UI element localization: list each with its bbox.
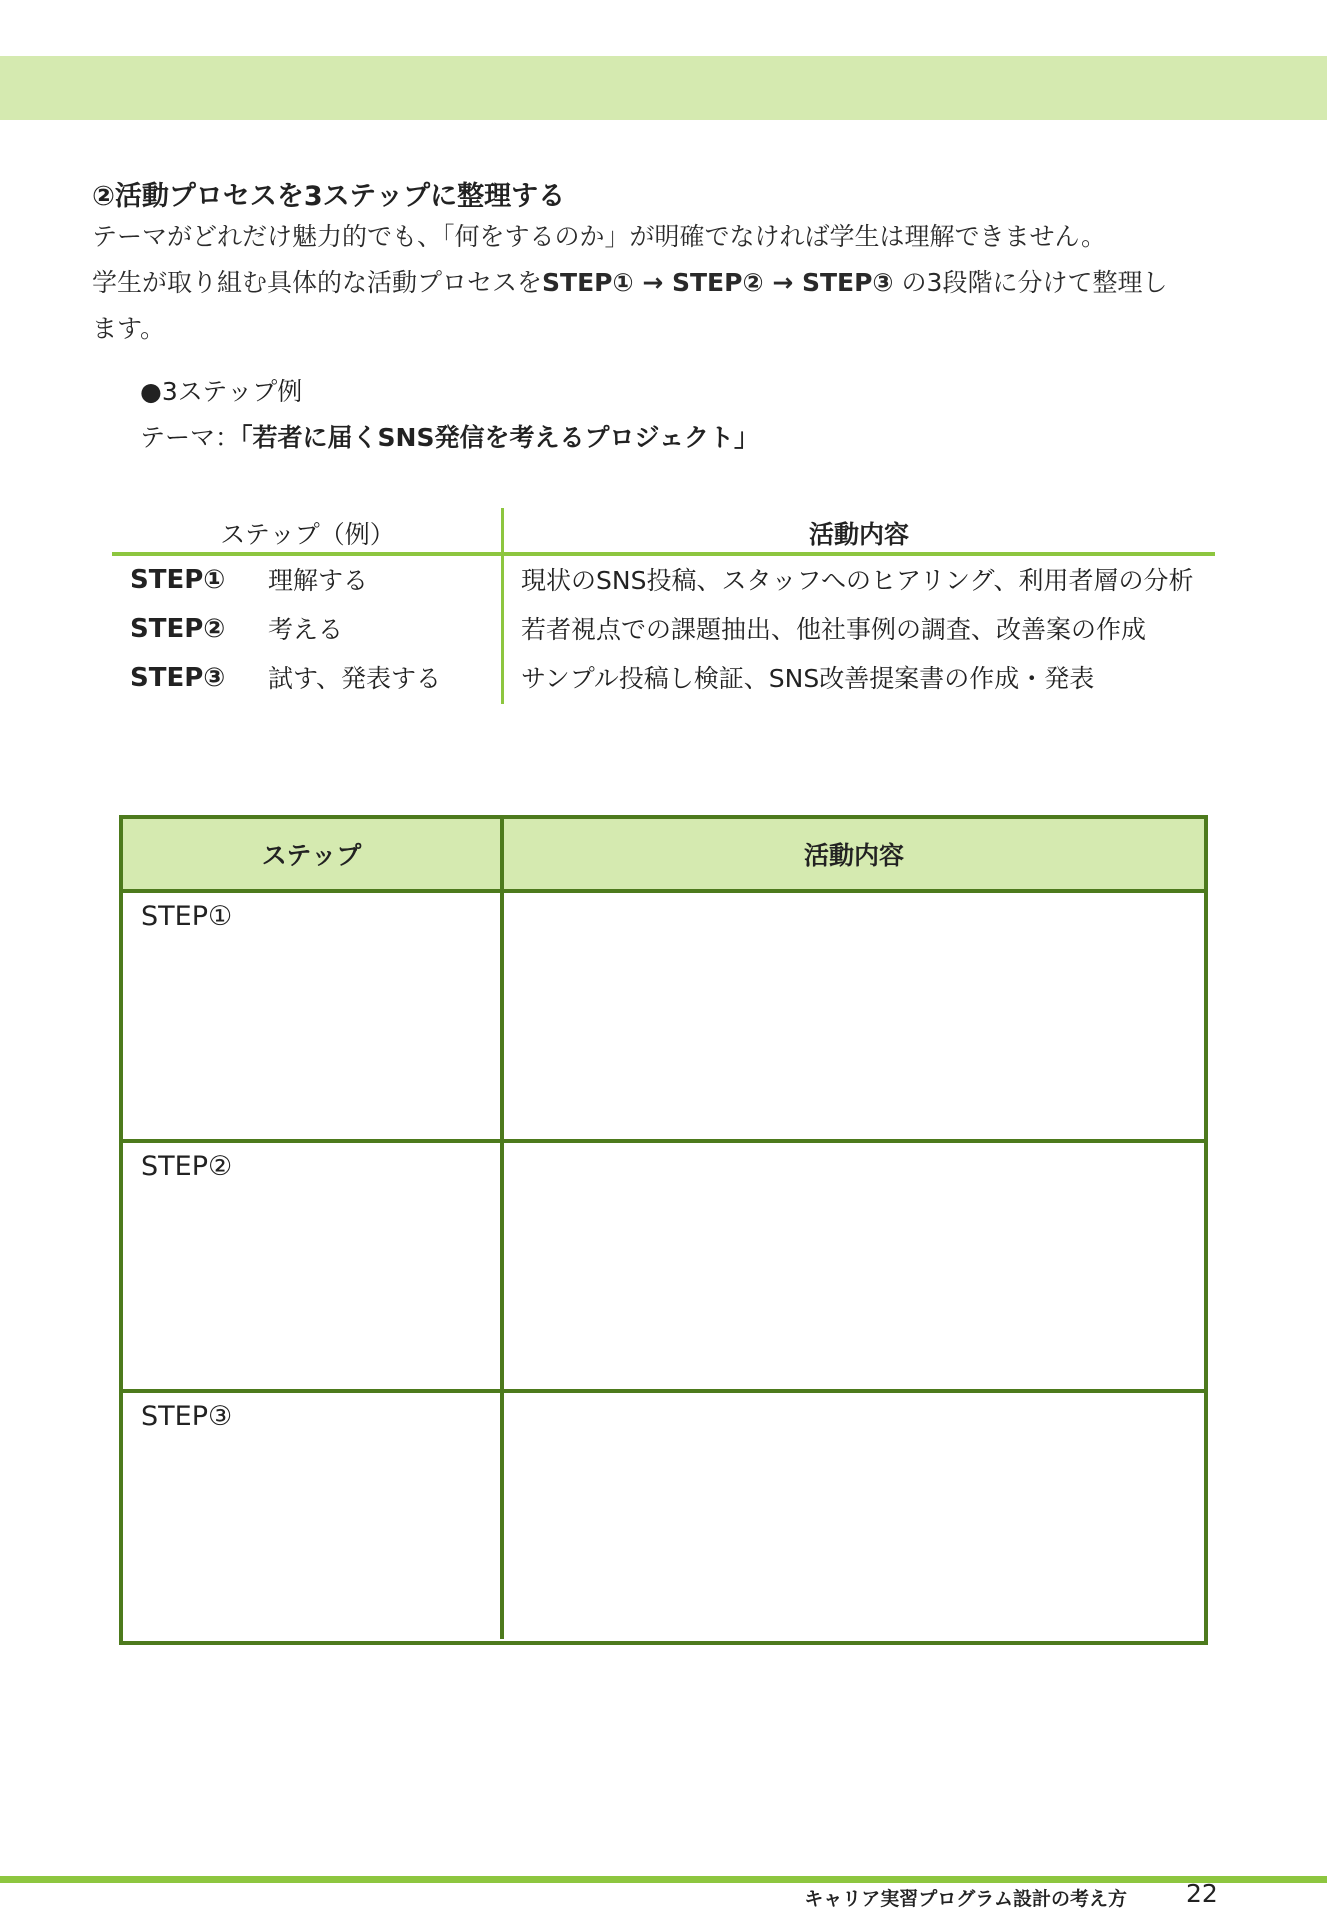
example-title: ●3ステップ例: [140, 377, 303, 406]
example-step: STEP②: [130, 614, 226, 644]
example-table-header: [112, 508, 1215, 556]
example-action: 理解する: [268, 566, 369, 595]
page-number: 22: [1186, 1879, 1218, 1908]
section-heading: ②活動プロセスを3ステップに整理する: [92, 181, 566, 212]
worksheet-content-cell[interactable]: [504, 1393, 1204, 1639]
paragraph-2: [92, 260, 1242, 306]
example-content: 若者視点での課題抽出、他社事例の調査、改善案の作成: [521, 615, 1147, 644]
worksheet-row: [123, 1143, 1204, 1393]
worksheet-header-step: ステップ: [123, 819, 504, 889]
table-row: [112, 605, 1215, 654]
paragraph-1: テーマがどれだけ魅力的でも、「何をするのか」が明確でなければ学生は理解できません。: [92, 222, 1107, 251]
example-table-divider: [501, 508, 504, 704]
worksheet-content-cell[interactable]: [504, 1143, 1204, 1389]
paragraph-2-pre: 学生が取り組む具体的な活動プロセスを: [92, 268, 543, 297]
worksheet-header: [123, 819, 1204, 893]
example-content: 現状のSNS投稿、スタッフへのヒアリング、利用者層の分析: [521, 566, 1194, 595]
worksheet-table: [119, 815, 1208, 1645]
worksheet-row: [123, 893, 1204, 1143]
paragraph-2-steps: STEP① → STEP② → STEP③: [542, 268, 894, 297]
example-header-step: ステップ（例）: [220, 520, 395, 549]
example-step: STEP①: [130, 565, 226, 595]
worksheet-header-content: 活動内容: [803, 841, 904, 870]
footer-title: キャリア実習プログラム設計の考え方: [804, 1888, 1127, 1910]
worksheet-step-label: STEP①: [123, 893, 504, 1139]
worksheet-content-cell[interactable]: [504, 893, 1204, 1139]
theme-value: 「若者に届くSNS発信を考えるプロジェクト」: [240, 423, 759, 452]
example-action: 試す、発表する: [268, 664, 442, 693]
theme-line: [140, 418, 759, 454]
example-content: サンプル投稿し検証、SNS改善提案書の作成・発表: [521, 664, 1095, 693]
header-band: [0, 56, 1327, 120]
paragraph-3: ます。: [92, 314, 166, 343]
example-step: STEP③: [130, 663, 226, 693]
worksheet-step-label: STEP②: [123, 1143, 504, 1389]
example-header-content: 活動内容: [808, 520, 909, 549]
footer-line: [0, 1876, 1327, 1883]
table-row: [112, 654, 1215, 703]
example-table: [112, 508, 1215, 703]
table-row: [112, 556, 1215, 605]
example-action: 考える: [268, 615, 344, 644]
worksheet-row: [123, 1393, 1204, 1639]
paragraph-2-post: の3段階に分けて整理し: [893, 268, 1168, 297]
worksheet-step-label: STEP③: [123, 1393, 504, 1639]
theme-label: テーマ：: [140, 423, 241, 452]
